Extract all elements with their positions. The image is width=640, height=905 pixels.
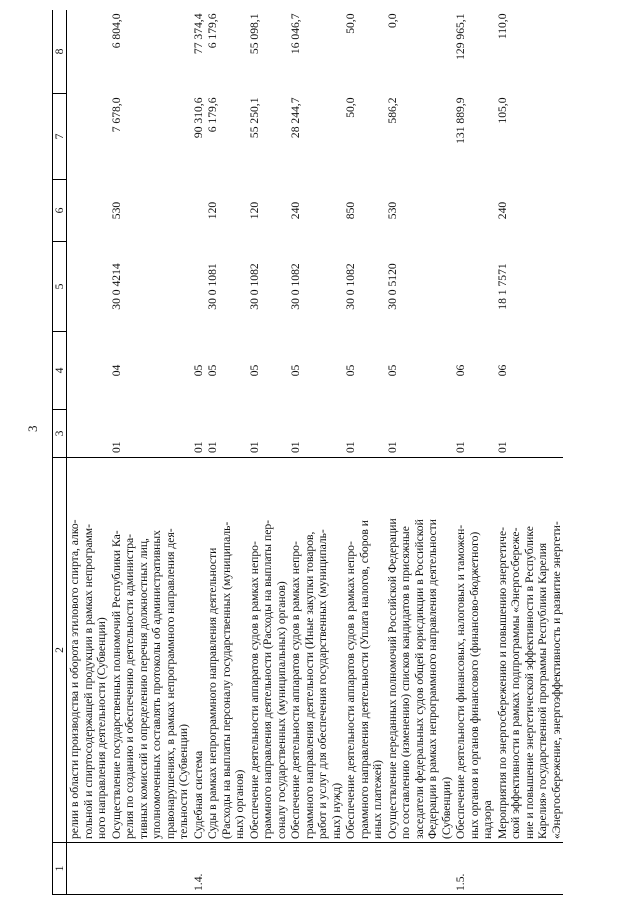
- description-cell: [67, 458, 109, 843]
- header-cell-4: 4: [53, 332, 67, 410]
- description-line: ных) нужд): [329, 782, 343, 839]
- table-cell-4: [453, 332, 495, 410]
- table-cell-7: [343, 94, 385, 180]
- table-cell-1: [343, 843, 385, 895]
- rotated-page: [52, 10, 628, 895]
- description-cell: [495, 458, 564, 843]
- cell-value: 05: [206, 364, 219, 377]
- table-cell-6: [109, 180, 191, 242]
- table-row: [67, 10, 109, 895]
- table-row: [453, 10, 495, 895]
- cell-value: 30 0 4214: [109, 263, 123, 310]
- cell-value: 16 046,7: [289, 13, 302, 55]
- cell-value: 28 244,7: [289, 97, 302, 139]
- cell-value: 55 098,1: [247, 13, 261, 55]
- cell-value: 05: [344, 364, 357, 377]
- table-cell-8: [67, 10, 109, 94]
- table-cell-1: [247, 843, 289, 895]
- table-row: [109, 10, 191, 895]
- table-cell-8: [191, 10, 206, 94]
- table-header-row: [53, 10, 67, 895]
- table-cell-4: [343, 332, 385, 410]
- description-line: «Энергосбережение, энергоэффективность и развитие энергети-: [549, 521, 563, 839]
- cell-value: 30 0 1082: [247, 263, 261, 310]
- cell-value: 01: [454, 441, 467, 453]
- table-cell-5: [247, 242, 289, 332]
- cell-value: 50,0: [344, 13, 357, 34]
- description-line: Федерации в рамках непрограммного направления деятельности: [426, 519, 439, 839]
- table-cell-5: [453, 242, 495, 332]
- cell-value: 01: [109, 441, 123, 453]
- cell-value: 6 179,6: [206, 13, 219, 49]
- description-line: Мероприятия по энергосбережению и повышению энергетиче-: [495, 527, 509, 839]
- header-cell-3: 3: [53, 410, 67, 458]
- table-cell-7: [109, 94, 191, 180]
- table-cell-1: [109, 843, 191, 895]
- cell-value: 110,0: [495, 13, 509, 40]
- cell-value: 05: [289, 364, 302, 377]
- description-line: граммного направления деятельности (Иные закупки товаров,: [302, 531, 316, 839]
- table-row: [247, 10, 289, 895]
- description-cell: [343, 458, 385, 843]
- cell-value: 01: [289, 441, 302, 453]
- description-line: Обеспечение деятельности аппаратов судов в рамках непро-: [247, 541, 261, 839]
- table-cell-7: [191, 94, 206, 180]
- cell-value: 30 0 1082: [289, 263, 302, 310]
- table-row: [495, 10, 564, 895]
- cell-value: 01: [191, 441, 205, 453]
- table-cell-3: [247, 410, 289, 458]
- cell-value: 01: [495, 441, 509, 453]
- table-cell-4: [191, 332, 206, 410]
- table-cell-7: [385, 94, 454, 180]
- description-cell: [453, 458, 495, 843]
- table-cell-5: [343, 242, 385, 332]
- description-line: тельности (Субвенции): [177, 724, 190, 839]
- table-cell-6: [67, 180, 109, 242]
- table-cell-1: [495, 843, 564, 895]
- cell-value: 55 250,1: [247, 97, 261, 139]
- description-line: работ и услуг для обеспечения государственных (муниципаль-: [316, 529, 329, 839]
- table-cell-6: [205, 180, 247, 242]
- description-cell: [247, 458, 289, 843]
- description-line: (Расходы на выплаты персоналу государственных (муниципаль-: [219, 521, 233, 839]
- table-cell-4: [385, 332, 454, 410]
- table-cell-4: [247, 332, 289, 410]
- table-cell-4: [495, 332, 564, 410]
- table-cell-7: [67, 94, 109, 180]
- description-line: Осуществление переданных полномочий Российской Федерации: [385, 518, 399, 839]
- table-cell-8: [288, 10, 343, 94]
- description-cell: [385, 458, 454, 843]
- table-row: [191, 10, 206, 895]
- table-cell-4: [109, 332, 191, 410]
- description-line: ного направления деятельности (Субвенции): [95, 617, 108, 839]
- table-cell-6: [495, 180, 564, 242]
- cell-value: 06: [495, 364, 509, 377]
- cell-value: 50,0: [344, 97, 357, 118]
- table-cell-3: [495, 410, 564, 458]
- table-cell-1: [385, 843, 454, 895]
- table-cell-5: [495, 242, 564, 332]
- budget-table-container: [52, 10, 628, 895]
- cell-value: 01: [344, 441, 357, 453]
- table-cell-8: [109, 10, 191, 94]
- description-line: надзора: [481, 800, 494, 839]
- cell-value: 18 1 7571: [495, 263, 509, 310]
- table-cell-1: [67, 843, 109, 895]
- table-cell-5: [67, 242, 109, 332]
- table-cell-4: [67, 332, 109, 410]
- cell-value: 01: [385, 441, 399, 453]
- description-line: тивных комиссий и определению перечня должностных лиц,: [136, 538, 150, 839]
- table-cell-6: [343, 180, 385, 242]
- cell-value: 06: [454, 364, 467, 377]
- table-cell-6: [247, 180, 289, 242]
- description-line: заседатели федеральных судов общей юрисдикции в Российской: [412, 519, 426, 839]
- description-cell: [288, 458, 343, 843]
- page-number: 3: [25, 425, 40, 432]
- table-cell-5: [288, 242, 343, 332]
- description-line: релии в области производства и оборота этилового спирта, алко-: [68, 519, 81, 839]
- cell-value: 530: [109, 201, 123, 220]
- budget-table: [52, 10, 563, 895]
- cell-value: 05: [191, 364, 205, 377]
- header-cell-5: 5: [53, 242, 67, 332]
- table-cell-6: [453, 180, 495, 242]
- cell-value: 131 889,9: [454, 97, 467, 144]
- description-line: уполномоченных составлять протоколы об административных: [150, 530, 163, 839]
- cell-value: 129 965,1: [454, 13, 467, 60]
- description-cell: [109, 458, 191, 843]
- table-cell-8: [205, 10, 247, 94]
- description-line: иных платежей): [371, 759, 384, 839]
- cell-value: 850: [344, 201, 357, 220]
- table-cell-3: [109, 410, 191, 458]
- description-line: граммного направления деятельности (Расходы на выплаты пер-: [261, 519, 274, 839]
- description-line: гольной и спиртосодержащей продукции в рамках непрограмм-: [81, 523, 95, 839]
- table-row: [288, 10, 343, 895]
- table-cell-6: [385, 180, 454, 242]
- table-cell-6: [288, 180, 343, 242]
- header-cell-6: 6: [53, 180, 67, 242]
- table-cell-7: [205, 94, 247, 180]
- description-line: ных) органов): [233, 769, 246, 839]
- cell-value: 04: [109, 364, 123, 377]
- table-cell-8: [495, 10, 564, 94]
- cell-value: 05: [385, 364, 399, 377]
- description-line: Осуществление государственных полномочий Республики Ка-: [109, 530, 123, 839]
- table-row: [385, 10, 454, 895]
- cell-value: 30 0 5120: [385, 263, 399, 310]
- table-cell-5: [205, 242, 247, 332]
- cell-value: 7 678,0: [109, 97, 123, 133]
- description-line: соналу государственных (муниципальных) органов): [274, 581, 288, 839]
- table-cell-3: [343, 410, 385, 458]
- table-cell-7: [453, 94, 495, 180]
- table-cell-3: [385, 410, 454, 458]
- description-line: правонарушениях, в рамках непрограммного направления дея-: [163, 528, 177, 839]
- cell-value: 01: [247, 441, 261, 453]
- cell-value: 530: [385, 201, 399, 220]
- header-cell-8: 8: [53, 10, 67, 94]
- cell-value: 6 804,0: [109, 13, 123, 49]
- table-cell-1: 1.5.: [453, 843, 495, 895]
- cell-value: 105,0: [495, 97, 509, 124]
- table-cell-7: [288, 94, 343, 180]
- header-cell-2: 2: [53, 458, 67, 843]
- table-cell-3: [205, 410, 247, 458]
- table-cell-8: [453, 10, 495, 94]
- description-line: по составлению (изменению) списков кандидатов в присяжные: [399, 526, 412, 839]
- table-cell-1: [205, 843, 247, 895]
- cell-value: 90 310,6: [191, 97, 205, 139]
- cell-value: 586,2: [385, 97, 399, 124]
- cell-value: 120: [247, 201, 261, 220]
- header-cell-7: 7: [53, 94, 67, 180]
- description-line: граммного направления деятельности (Уплата налогов, сборов и: [357, 520, 371, 839]
- table-cell-5: [191, 242, 206, 332]
- cell-value: 240: [495, 201, 509, 220]
- description-line: (Субвенции): [439, 776, 453, 839]
- table-row: [205, 10, 247, 895]
- cell-value: 240: [289, 201, 302, 220]
- description-line: релия по созданию и обеспечению деятельности администра-: [123, 533, 136, 839]
- table-cell-8: [385, 10, 454, 94]
- description-line: ние и повышение энергетической эффективности в Республике: [522, 526, 536, 839]
- table-cell-1: 1.4.: [191, 843, 206, 895]
- table-cell-7: [247, 94, 289, 180]
- description-line: Обеспечение деятельности аппаратов судов в рамках непро-: [344, 541, 357, 839]
- description-line: ных органов и органов финансового (финансово-бюджетного): [467, 531, 481, 839]
- description-line: ской эффективности в рамках подпрограммы «Энергосбереже-: [509, 527, 522, 839]
- table-cell-3: [288, 410, 343, 458]
- table-row: [343, 10, 385, 895]
- table-cell-5: [385, 242, 454, 332]
- cell-value: 120: [206, 201, 219, 220]
- table-cell-3: [67, 410, 109, 458]
- table-cell-1: [288, 843, 343, 895]
- table-cell-3: [191, 410, 206, 458]
- table-cell-8: [343, 10, 385, 94]
- description-cell: [205, 458, 247, 843]
- cell-value: 0,0: [385, 13, 399, 28]
- header-cell-1: 1: [53, 843, 67, 895]
- table-cell-5: [109, 242, 191, 332]
- description-line: Обеспечение деятельности финансовых, налоговых и таможен-: [454, 524, 467, 839]
- cell-value: 05: [247, 364, 261, 377]
- description-cell: [191, 458, 206, 843]
- cell-value: 30 0 1081: [206, 263, 219, 310]
- table-cell-4: [288, 332, 343, 410]
- table-cell-4: [205, 332, 247, 410]
- table-cell-8: [247, 10, 289, 94]
- table-cell-3: [453, 410, 495, 458]
- description-line: Обеспечение деятельности аппаратов судов в рамках непро-: [289, 541, 302, 839]
- cell-value: 6 179,6: [206, 97, 219, 133]
- cell-value: 77 374,4: [191, 13, 205, 55]
- description-line: Суды в рамках непрограммного направления деятельности: [206, 547, 219, 839]
- description-line: Карелия» государственной программы Республики Карелия: [536, 542, 549, 839]
- cell-value: 01: [206, 441, 219, 453]
- description-line: Судебная система: [191, 750, 205, 839]
- table-cell-6: [191, 180, 206, 242]
- cell-value: 30 0 1082: [344, 263, 357, 310]
- table-cell-7: [495, 94, 564, 180]
- table-body: [53, 10, 564, 895]
